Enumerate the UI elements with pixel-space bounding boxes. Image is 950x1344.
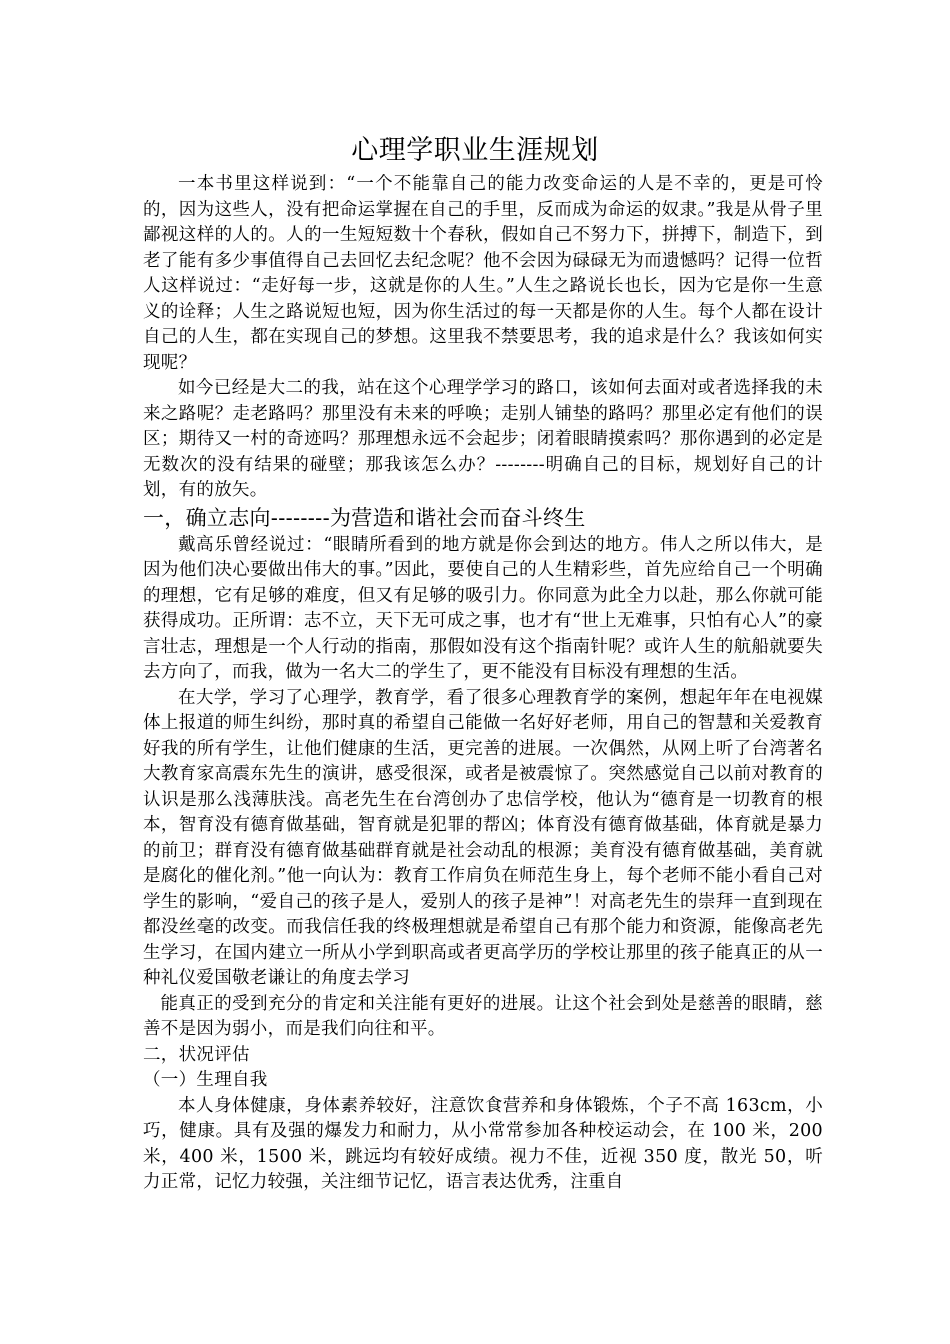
subsection-heading-1: （一）生理自我 bbox=[143, 1070, 268, 1090]
subsection1-paragraph: 本人身体健康，身体素养较好，注意饮食营养和身体锻炼，个子不高 163cm，小巧，健康。具有及强的爆发力和耐力，从小常常参加各种校运动会，在 100 米，200 米，400 米，1500 米，跳远均有较好成绩。视力不佳，近视 350 度，散光 50，听力正常，记忆力较强，关注细节记忆，语言表达优秀，注重自 bbox=[143, 1095, 823, 1192]
section1-paragraph-3: 能真正的受到充分的肯定和关注能有更好的进展。让这个社会到处是慈善的眼睛，慈善不是因为弱小，而是我们向往和平。 bbox=[143, 993, 823, 1039]
intro-paragraph-1: 一本书里这样说到：“一个不能靠自己的能力改变命运的人是不幸的，更是可怜的，因为这些人，没有把命运掌握在自己的手里，反而成为命运的奴隶。”我是从骨子里鄙视这样的人的。人的一生短短数十个春秋，假如自己不努力下，拼搏下，制造下，到老了能有多少事值得自己去回忆去纪念呢？他不会因为碌碌无为而遗憾吗？记得一位哲人这样说过：“走好每一步，这就是你的人生。”人生之路说长也长，因为它是你一生意义的诠释；人生之路说短也短，因为你生活过的每一天都是你的人生。每个人都在设计自己的人生，都在实现自己的梦想。这里我不禁要思考，我的追求是什么？我该如何实现呢？ bbox=[143, 174, 823, 373]
section-heading-2: 二，状况评估 bbox=[143, 1044, 250, 1065]
section1-paragraph-1: 戴高乐曾经说过：“眼睛所看到的地方就是你会到达的地方。伟人之所以伟大，是因为他们决心要做出伟大的事。”因此，要使自己的人生精彩些，首先应给自己一个明确的理想，它有足够的难度，但又有足够的吸引力。你同意为此全力以赴，那么你就可能获得成功。正所谓：志不立，天下无可成之事，也才有“世上无难事，只怕有心人”的豪言壮志，理想是一个人行动的指南，那假如没有这个指南针呢？或许人生的航船就要失去方向了，而我，做为一名大二的学生了，更不能没有目标没有理想的生活。 bbox=[143, 534, 823, 682]
document-title: 心理学职业生涯规划 bbox=[351, 135, 599, 166]
document-body bbox=[143, 172, 823, 1196]
intro-paragraph-2: 如今已经是大二的我，站在这个心理学学习的路口，该如何去面对或者选择我的未来之路呢？走老路吗？那里没有未来的呼唤；走别人铺垫的路吗？那里必定有他们的误区；期待又一村的奇迹吗？那理想永远不会起步；闭着眼睛摸索吗？那你遇到的必定是无数次的没有结果的碰壁；那我该怎么办？--------明确自己的目标，规划好自己的计划，有的放矢。 bbox=[143, 378, 823, 500]
section-heading-1: 一，确立志向--------为营造和谐社会而奋斗终生 bbox=[143, 505, 586, 530]
section1-paragraph-2: 在大学，学习了心理学，教育学，看了很多心理教育学的案例，想起年年在电视媒体上报道的师生纠纷，那时真的希望自己能做一名好好老师，用自己的智慧和关爱教育好我的所有学生，让他们健康的生活，更完善的进展。一次偶然，从网上听了台湾著名大教育家高震东先生的演讲，感受很深，或者是被震惊了。突然感觉自己以前对教育的认识是那么浅薄肤浅。高老先生在台湾创办了忠信学校，他认为“德育是一切教育的根本，智育没有德育做基础，智育就是犯罪的帮凶；体育没有德育做基础，体育就是暴力的前卫；群育没有德育做基础群育就是社会动乱的根源；美育没有德育做基础，美育就是腐化的催化剂。”他一向认为：教育工作肩负在师范生身上，每个老师不能小看自己对学生的影响，“爱自己的孩子是人，爱别人的孩子是神”！对高老先生的崇拜一直到现在都没丝毫的改变。而我信任我的终极理想就是希望自己有那个能力和资源，能像高老先生学习，在国内建立一所从小学到职高或者更高学历的学校让那里的孩子能真正的从一种礼仪爱国敬老谦让的角度去学习 bbox=[143, 687, 823, 988]
